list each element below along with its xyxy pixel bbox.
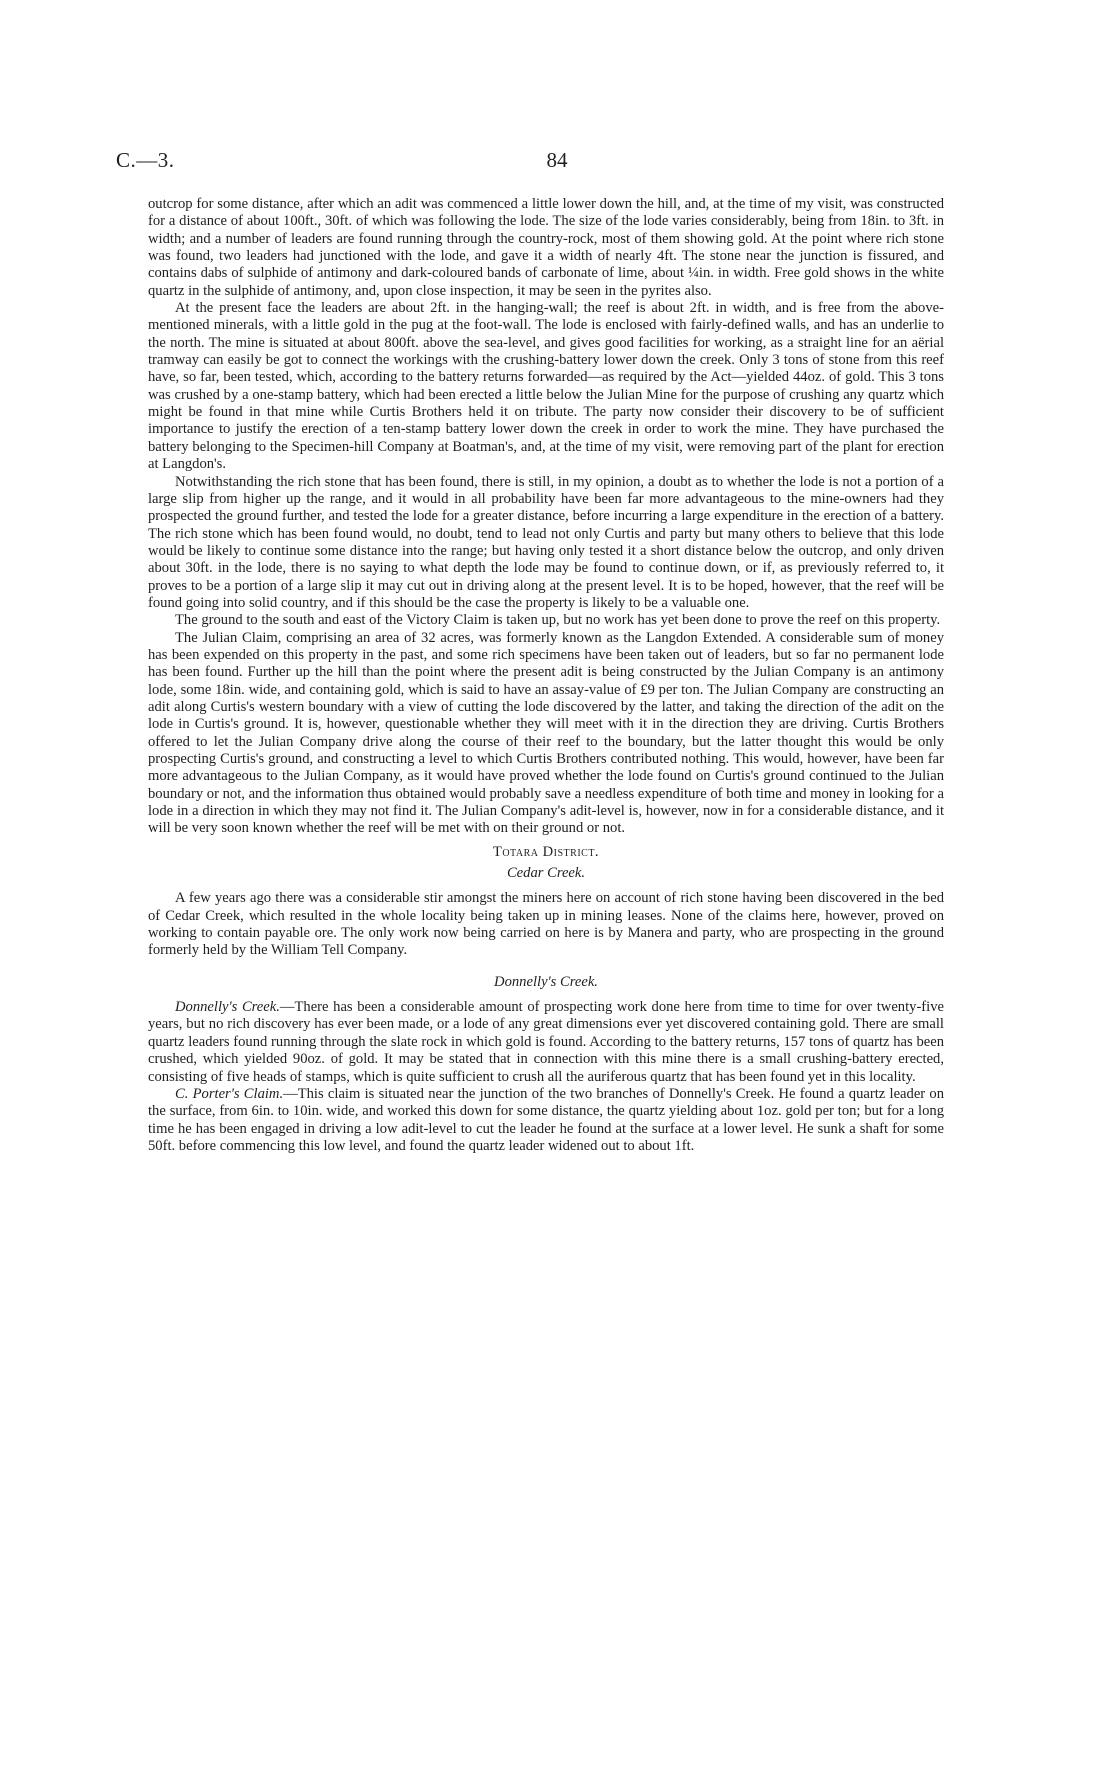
document-body [148, 196, 944, 1155]
paragraph-present-face: At the present face the leaders are about 2ft. in the hanging-wall; the reef is about 2ft. in width, and is free from the above-mentioned minerals, with a little gold in the pug at the foot-wall. The lode is enclosed with fairly-defined walls, and has an underlie to the north. The mine is situated at about 800ft. above the sea-level, and gives good facilities for working, as a straight line for an aërial tramway can easily be got to connect the workings with the crushing-battery lower down the creek. Only 3 tons of stone from this reef have, so far, been tested, which, according to the battery returns forwarded—as required by the Act—yielded 44oz. of gold. This 3 tons was crushed by a one-stamp battery, which had been erected a little below the Julian Mine for the purpose of crushing any quartz which might be found in that mine while Curtis Brothers held it on tribute. The party now consider their discovery to be of sufficient importance to justify the erection of a ten-stamp battery lower down the creek in order to work the mine. They have purchased the battery belonging to the Specimen-hill Company at Boatman's, and, at the time of my visit, were removing part of the plant for erection at Langdon's. [148, 300, 944, 473]
subheading-cedar-creek: Cedar Creek. [506, 865, 586, 882]
section-heading-totara: Totara District. [492, 843, 600, 860]
document-code: C.—3. [116, 148, 175, 172]
section-spacer [148, 960, 944, 974]
paragraph-text-porters-claim: —This claim is situated near the junction of the two branches of Donnelly's Creek. He found a quartz leader on the surface, from 6in. to 10in. wide, and worked this down for some distance, the quartz yielding about 1oz. gold per ton; but for a long time he has been engaged in driving a low adit-level to cut the leader he found at the surface at a lower level. He sunk a shaft for some 50ft. before commencing this low level, and found the quartz leader widened out to about 1ft. [148, 1085, 944, 1154]
paragraph-lead-porters-claim: C. Porter's Claim. [175, 1085, 284, 1102]
subheading-donnellys-creek: Donnelly's Creek. [494, 973, 598, 990]
paragraph-julian-claim: The Julian Claim, comprising an area of 32 acres, was formerly known as the Langdon Extended. A considerable sum of money has been expended on this property in the past, and some rich specimens have been taken out of leaders, but so far no permanent lode has been found. Further up the hill than the point where the present adit is being constructed by the Julian Company is an antimony lode, some 18in. wide, and containing gold, which is said to have an assay-value of £9 per ton. The Julian Company are constructing an adit along Curtis's western boundary with a view of cutting the lode discovered by the latter, and taking the direction of the adit on the lode in Curtis's ground. It is, however, questionable whether they will meet with it in the direction they are driving. Curtis Brothers offered to let the Julian Company drive along the course of their reef to the boundary, but the latter thought this would be only prospecting Curtis's ground, and constructing a level to which Curtis Brothers contributed nothing. This would, however, have been far more advantageous to the Julian Company, as it would have proved whether the lode found on Curtis's ground continued to the Julian boundary or not, and the information thus obtained would probably save a needless expenditure of both time and money in looking for a lode in a direction in which they may not find it. The Julian Company's adit-level is, however, now in for a considerable distance, and it will be very soon known whether the reef will be met with on their ground or not. [148, 629, 944, 837]
paragraph-lode-outcrop: outcrop for some distance, after which an adit was commenced a little lower down the hill, and, at the time of my visit, was constructed for a distance of about 100ft., 30ft. of which was following the lode. The size of the lode varies considerably, being from 18in. to 3ft. in width; and a number of leaders are found running through the country-rock, most of them showing gold. At the point where rich stone was found, two leaders had junctioned with the lode, and gave it a width of nearly 4ft. The stone near the junction is fissured, and contains dabs of sulphide of antimony and dark-coloured bands of carbonate of lime, about ¼in. in width. Free gold shows in the white quartz in the sulphide of antimony, and, upon close inspection, it may be seen in the pyrites also. [148, 196, 944, 299]
page-number: 84 [546, 148, 568, 172]
paragraph-cedar-creek: A few years ago there was a considerable stir amongst the miners here on account of rich stone having been discovered in the bed of Cedar Creek, which resulted in the whole locality being taken up in mining leases. None of the claims here, however, proved on working to contain payable ore. The only work now being carried on here is by Manera and party, who are prospecting in the ground formerly held by the William Tell Company. [148, 890, 944, 959]
paragraph-donnellys-creek [148, 999, 944, 1086]
paragraph-porters-claim [148, 1086, 944, 1155]
paragraph-victory-claim: The ground to the south and east of the Victory Claim is taken up, but no work has yet been done to prove the reef on this property. [175, 612, 941, 629]
paragraph-text-donnellys-creek: —There has been a considerable amount of prospecting work done here from time to time for over twenty-five years, but no rich discovery has ever been made, or a lode of any great dimensions ever yet discovered containing gold. There are small quartz leaders found running through the slate rock in which gold is found. According to the battery returns, 157 tons of quartz has been crushed, which yielded 90oz. of gold. It may be stated that in connection with this mine there is a small crushing-battery erected, consisting of five heads of stamps, which is quite sufficient to crush all the auriferous quartz that has been found yet in this locality. [148, 999, 944, 1085]
paragraph-lead-donnellys-creek: Donnelly's Creek. [175, 999, 280, 1016]
paragraph-notwithstanding: Notwithstanding the rich stone that has been found, there is still, in my opinion, a doubt as to whether the lode is not a portion of a large slip from higher up the range, and it would in all probability have been far more advantageous to the mine-owners had they prospected the ground further, and tested the lode for a greater distance, before incurring a large expenditure in the erection of a battery. The rich stone which has been found would, no doubt, tend to lead not only Curtis and party but many others to believe that this lode would be likely to continue some distance into the range; but having only tested it a short distance below the outcrop, and only driven about 30ft. in the lode, there is no saying to what depth the lode may be found to continue down, or if, as previously referred to, it proves to be a portion of a large slip it may cut out in driving along at the present level. It is to be hoped, however, that the reef will be found going into solid country, and if this should be the case the property is likely to be a valuable one. [148, 473, 944, 611]
